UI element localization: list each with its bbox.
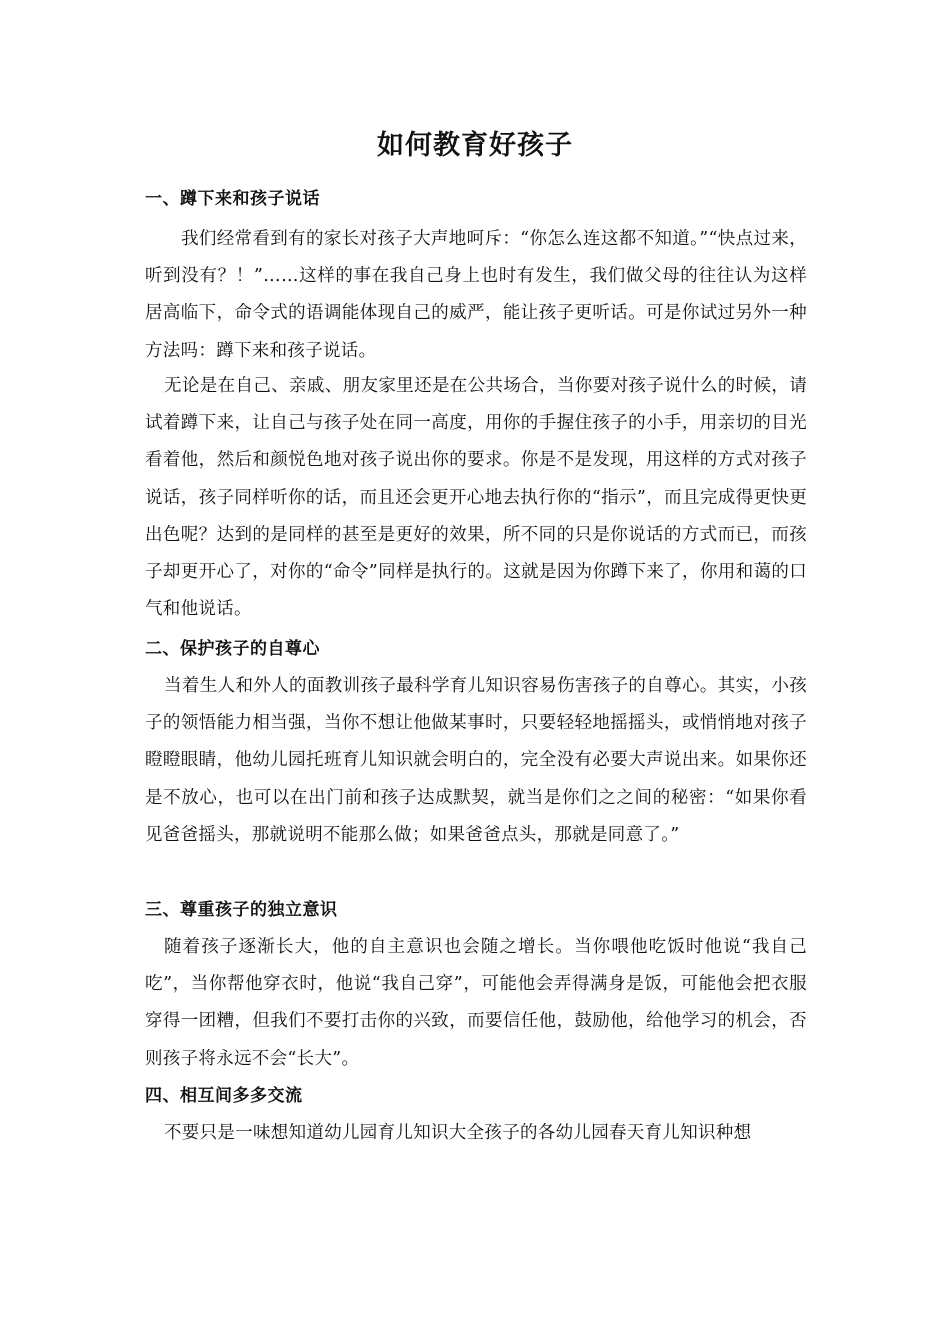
section-heading-3: 三、尊重孩子的独立意识 bbox=[145, 900, 338, 920]
section-heading-4: 四、相互间多多交流 bbox=[145, 1086, 303, 1106]
page-title: 如何教育好孩子 bbox=[377, 130, 573, 161]
section-heading-2: 二、保护孩子的自尊心 bbox=[145, 639, 320, 659]
section-1-paragraph-2: 无论是在自己、亲戚、朋友家里还是在公共场合，当你要对孩子说什么的时候，请试着蹲下来，让自己与孩子处在同一高度，用你的手握住孩子的小手，用亲切的目光看着他，然后和颜悦色地对孩子说出你的要求。你是不是发现，用这样的方式对孩子说话，孩子同样听你的话，而且还会更开心地去执行你的“指示”，而且完成得更快更出色呢？达到的是同样的甚至是更好的效果，所不同的只是你说话的方式而已，而孩子却更开心了，对你的“命令”同样是执行的。这就是因为你蹲下来了，你用和蔼的口气和他说话。 bbox=[145, 376, 807, 620]
section-4-paragraph-1: 不要只是一味想知道幼儿园育儿知识大全孩子的各幼儿园春天育儿知识种想 bbox=[164, 1123, 752, 1143]
section-heading-1: 一、蹲下来和孩子说话 bbox=[145, 189, 320, 209]
section-3-paragraph-1: 随着孩子逐渐长大，他的自主意识也会随之增长。当你喂他吃饭时他说“我自己吃”，当你帮他穿衣时，他说“我自己穿”，可能他会弄得满身是饭，可能他会把衣服穿得一团糟，但我们不要打击你的兴致，而要信任他，鼓励他，给他学习的机会，否则孩子将永远不会“长大”。 bbox=[145, 937, 807, 1069]
section-2-paragraph-1: 当着生人和外人的面教训孩子最科学育儿知识容易伤害孩子的自尊心。其实，小孩子的领悟能力相当强，当你不想让他做某事时，只要轻轻地摇摇头，或悄悄地对孩子瞪瞪眼睛，他幼儿园托班育儿知识就会明白的，完全没有必要大声说出来。如果你还是不放心，也可以在出门前和孩子达成默契，就当是你们之之间的秘密：“如果你看见爸爸摇头，那就说明不能那么做；如果爸爸点头，那就是同意了。” bbox=[145, 676, 807, 845]
section-1-paragraph-1: 我们经常看到有的家长对孩子大声地呵斥：“你怎么连这都不知道。”“快点过来，听到没有？！”……这样的事在我自己身上也时有发生，我们做父母的往往认为这样居高临下，命令式的语调能体现自己的威严，能让孩子更听话。可是你试过另外一种方法吗：蹲下来和孩子说话。 bbox=[145, 229, 807, 361]
